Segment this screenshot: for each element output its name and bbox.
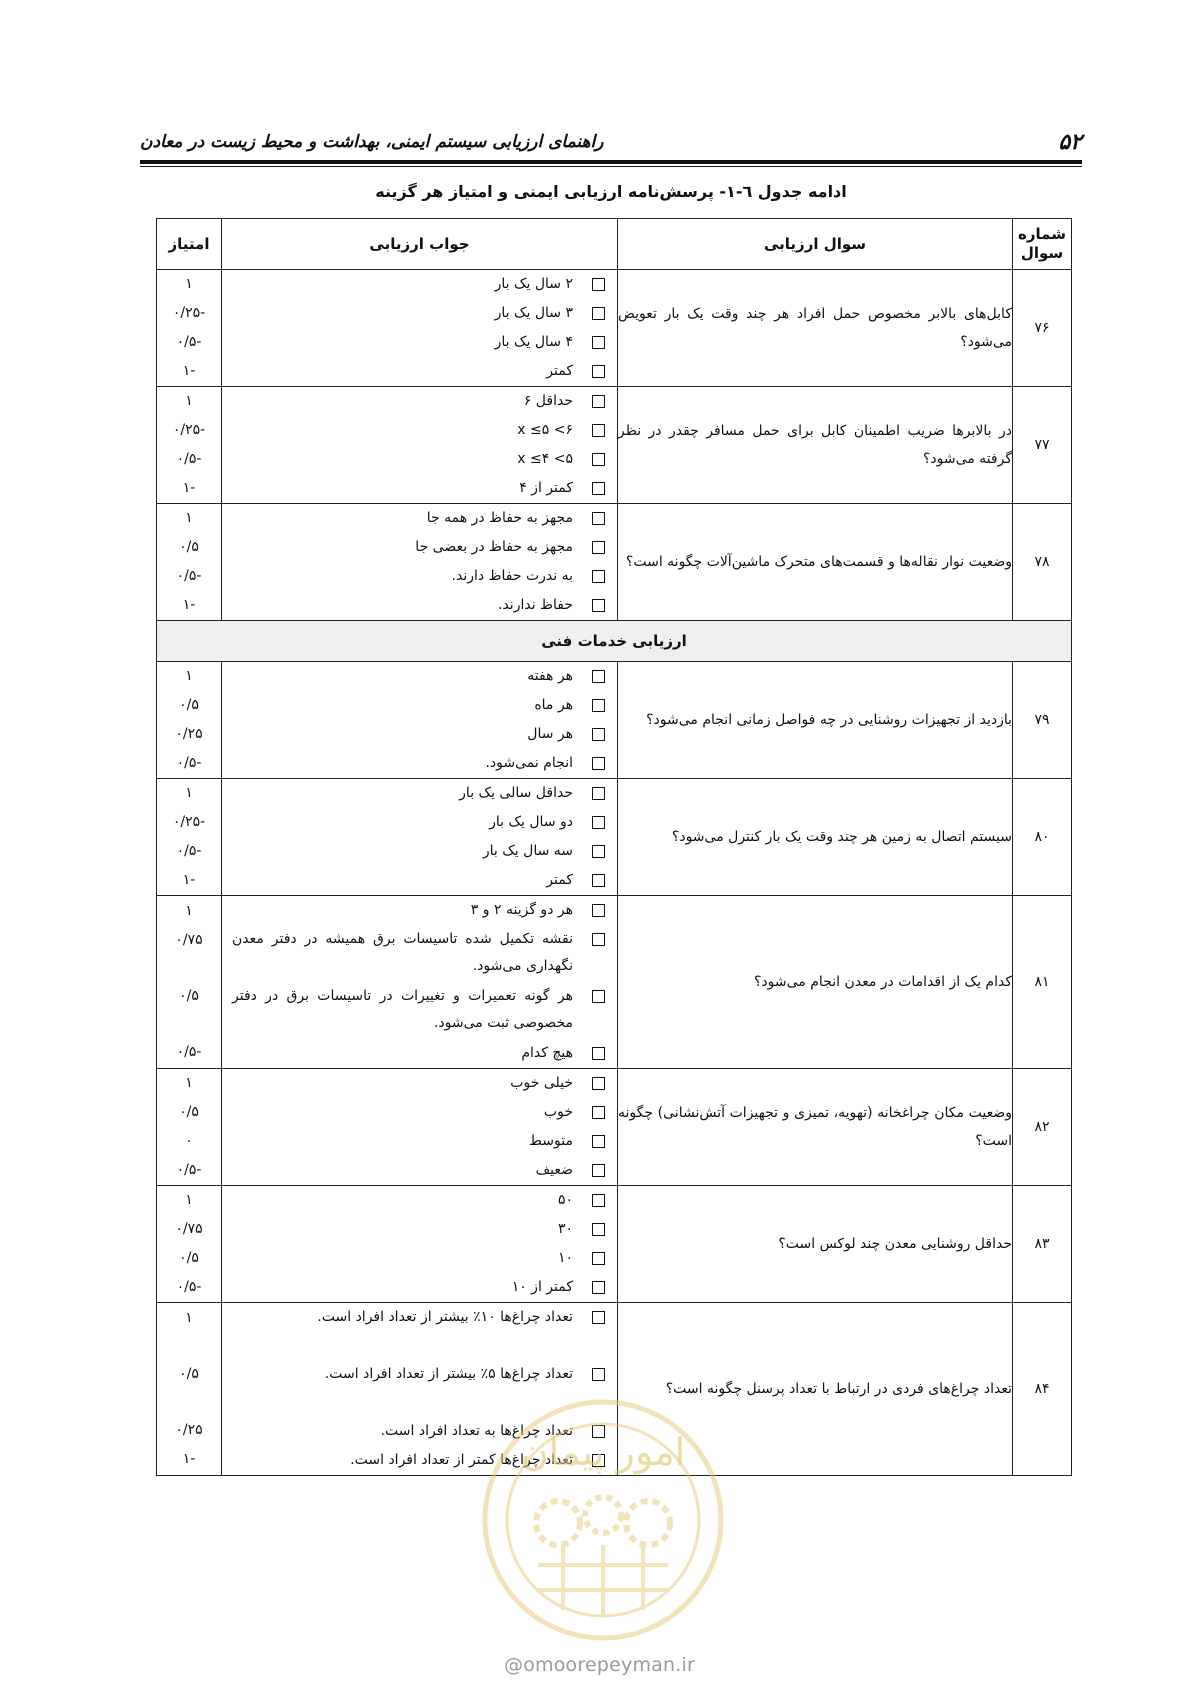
question-number: ۷۸ — [1013, 504, 1072, 621]
answer-option[interactable] — [222, 1069, 617, 1098]
answer-option-label: هر گونه تعمیرات و تغییرات در تاسیسات برق در دفتر مخصوصی ثبت می‌شود. — [232, 988, 573, 1031]
answer-option-label: ۴ سال یک بار — [494, 334, 573, 350]
score-value: ۰/۵- — [176, 1044, 202, 1060]
section-title: ارزیابی خدمات فنی — [157, 621, 1072, 662]
answer-option[interactable] — [222, 1215, 617, 1244]
checkbox-icon[interactable] — [592, 933, 605, 946]
score-values — [157, 1303, 222, 1476]
score-values — [157, 1186, 222, 1303]
checkbox-icon[interactable] — [592, 904, 605, 917]
checkbox-icon[interactable] — [592, 787, 605, 800]
answer-option[interactable] — [222, 808, 617, 837]
table-header-row — [157, 219, 1072, 270]
header-rule — [140, 160, 1082, 164]
answer-option-label: ۱۰ — [557, 1250, 573, 1266]
answer-option-label: ۵۰ — [557, 1192, 573, 1208]
answer-option-label: تعداد چراغ‌ها ۱۰٪ بیشتر از تعداد افراد است. — [317, 1309, 573, 1325]
score-value: ۰/۵ — [179, 1104, 199, 1120]
score-value: ۰/۷۵ — [175, 1221, 203, 1237]
score-value: ۰/۵- — [176, 1162, 202, 1178]
score-values — [157, 896, 222, 1069]
checkbox-icon[interactable] — [592, 728, 605, 741]
answer-option-label: حداقل ۶ — [523, 393, 573, 409]
checkbox-icon[interactable] — [592, 512, 605, 525]
score-value: ۰/۲۵ — [175, 726, 203, 742]
score-value: ۰/۵- — [176, 843, 202, 859]
answer-option[interactable] — [222, 1039, 617, 1068]
answer-option[interactable] — [222, 1156, 617, 1185]
answer-options — [222, 270, 618, 387]
score-value: ۱ — [185, 903, 193, 919]
answer-option[interactable] — [222, 982, 617, 1039]
answer-options — [222, 1186, 618, 1303]
answer-option[interactable] — [222, 533, 617, 562]
question-row — [157, 779, 1072, 896]
checkbox-icon[interactable] — [592, 1194, 605, 1207]
answer-option[interactable] — [222, 896, 617, 925]
answer-option[interactable] — [222, 474, 617, 503]
answer-option-label: هر هفته — [527, 668, 573, 684]
answer-option-label: مجهز به حفاظ در همه جا — [426, 510, 573, 526]
checkbox-icon[interactable] — [592, 599, 605, 612]
watermark-site-text: @omoorepeyman.ir — [504, 1654, 695, 1676]
score-value: ۰/۵- — [176, 451, 202, 467]
answer-option[interactable] — [222, 591, 617, 620]
score-value: ۱- — [182, 480, 196, 496]
answer-option-label: کمتر از ۴ — [519, 480, 573, 496]
answer-option-label: ۳۰ — [557, 1221, 573, 1237]
question-text: وضعیت نوار نقاله‌ها و قسمت‌های متحرک ماشین‌آلات چگونه است؟ — [618, 504, 1013, 621]
answer-options — [222, 896, 618, 1069]
answer-option-label: انجام نمی‌شود. — [485, 755, 573, 771]
answer-option[interactable] — [222, 504, 617, 533]
answer-option-label: حفاظ ندارند. — [498, 597, 573, 613]
score-value: ۱ — [185, 1310, 193, 1326]
checkbox-icon[interactable] — [592, 990, 605, 1003]
checkbox-icon[interactable] — [592, 1223, 605, 1236]
answer-option-label: ۲ سال یک بار — [494, 276, 573, 292]
answer-option[interactable] — [222, 662, 617, 691]
question-number: ۷۹ — [1013, 662, 1072, 779]
answer-option-label: ۶> x ≤۵ — [517, 422, 573, 438]
score-value: ۱ — [185, 1075, 193, 1091]
score-values — [157, 662, 222, 779]
answer-option[interactable] — [222, 1186, 617, 1215]
score-value: ۰/۲۵- — [172, 814, 206, 830]
score-value: ۱- — [182, 872, 196, 888]
answer-option[interactable] — [222, 328, 617, 357]
answer-option-label: کمتر — [546, 363, 573, 379]
score-value: ۰/۵- — [176, 334, 202, 350]
answer-option-label: خوب — [543, 1104, 573, 1120]
checkbox-icon[interactable] — [592, 699, 605, 712]
question-text: در بالابرها ضریب اطمینان کابل برای حمل مسافر چقدر در نظر گرفته می‌شود؟ — [618, 387, 1013, 504]
score-value: ۱- — [182, 363, 196, 379]
question-row — [157, 1186, 1072, 1303]
answer-options — [222, 662, 618, 779]
answer-option-label: کمتر از ۱۰ — [511, 1279, 573, 1295]
column-header-score: امتیاز — [157, 219, 222, 270]
answer-option-label: مجهز به حفاظ در بعضی جا — [415, 539, 573, 555]
answer-option-label: تعداد چراغ‌ها کمتر از تعداد افراد است. — [350, 1452, 573, 1468]
checkbox-icon[interactable] — [592, 307, 605, 320]
checkbox-icon[interactable] — [592, 278, 605, 291]
answer-options — [222, 1069, 618, 1186]
running-title: راهنمای ارزیابی سیستم ایمنی، بهداشت و محیط زیست در معادن — [140, 132, 604, 152]
score-value: ۰/۵- — [176, 568, 202, 584]
checkbox-icon[interactable] — [592, 1164, 605, 1177]
question-text: کدام یک از اقدامات در معدن انجام می‌شود؟ — [618, 896, 1013, 1069]
score-values — [157, 387, 222, 504]
answer-option[interactable] — [222, 270, 617, 299]
answer-option-label: ۳ سال یک بار — [494, 305, 573, 321]
score-value: ۰/۲۵- — [172, 422, 206, 438]
score-value: ۰/۲۵ — [175, 1422, 203, 1438]
score-value: ۰/۵- — [176, 1279, 202, 1295]
answer-option-label: هر ماه — [534, 697, 573, 713]
score-value: ۱ — [185, 785, 193, 801]
question-number: ۷۷ — [1013, 387, 1072, 504]
answer-option[interactable] — [222, 749, 617, 778]
answer-options — [222, 504, 618, 621]
checkbox-icon[interactable] — [592, 1047, 605, 1060]
answer-option[interactable] — [222, 720, 617, 749]
checkbox-icon[interactable] — [592, 874, 605, 887]
answer-option-label: نقشه تکمیل شده تاسیسات برق همیشه در دفتر معدن نگهداری می‌شود. — [232, 931, 573, 974]
score-value: ۱ — [185, 1192, 193, 1208]
score-value: ۰/۵ — [179, 539, 199, 555]
column-header-number — [1013, 219, 1072, 270]
question-number: ۸۱ — [1013, 896, 1072, 1069]
watermark-logo — [478, 1395, 728, 1645]
column-header-answer: جواب ارزیابی — [222, 219, 618, 270]
question-text: بازدید از تجهیزات روشنایی در چه فواصل زمانی انجام می‌شود؟ — [618, 662, 1013, 779]
checkbox-icon[interactable] — [592, 1106, 605, 1119]
questionnaire-table — [156, 218, 1072, 1476]
answer-option[interactable] — [222, 837, 617, 866]
watermark-logo-text: امور پیمان — [520, 1430, 686, 1474]
answer-option-label: تعداد چراغ‌ها به تعداد افراد است. — [380, 1423, 573, 1439]
answer-option[interactable] — [222, 779, 617, 808]
question-number: ۸۴ — [1013, 1303, 1072, 1476]
score-value: ۰/۲۵- — [172, 305, 206, 321]
score-value: ۰/۵ — [179, 697, 199, 713]
score-value: ۱ — [185, 510, 193, 526]
answer-option-label: سه سال یک بار — [482, 843, 573, 859]
question-row — [157, 662, 1072, 779]
question-text: تعداد چراغ‌های فردی در ارتباط با تعداد پرسنل چگونه است؟ — [618, 1303, 1013, 1476]
answer-option-label: هر دو گزینه ۲ و ۳ — [470, 902, 573, 918]
score-value: ۱ — [185, 393, 193, 409]
question-row — [157, 504, 1072, 621]
question-row — [157, 387, 1072, 504]
answer-option[interactable] — [222, 357, 617, 386]
score-value: ۰/۵ — [179, 1366, 199, 1382]
answer-option-label: ضعیف — [535, 1162, 573, 1178]
checkbox-icon[interactable] — [592, 845, 605, 858]
answer-option[interactable] — [222, 691, 617, 720]
score-value: ۰/۵ — [179, 1250, 199, 1266]
checkbox-icon[interactable] — [592, 1077, 605, 1090]
score-value: ۰/۷۵ — [175, 932, 203, 948]
answer-option[interactable] — [222, 866, 617, 895]
answer-option-label: دو سال یک بار — [489, 814, 573, 830]
answer-option[interactable] — [222, 1273, 617, 1302]
question-row — [157, 896, 1072, 1069]
score-value: ۱ — [185, 668, 193, 684]
checkbox-icon[interactable] — [592, 1135, 605, 1148]
page-number: ۵۲ — [1058, 130, 1082, 155]
answer-option[interactable] — [222, 299, 617, 328]
header-rule-thin — [140, 166, 1082, 167]
question-number: ۸۲ — [1013, 1069, 1072, 1186]
checkbox-icon[interactable] — [592, 670, 605, 683]
answer-option[interactable] — [222, 925, 617, 982]
score-value: ۱- — [182, 1451, 196, 1467]
question-row — [157, 1069, 1072, 1186]
question-number: ۷۶ — [1013, 270, 1072, 387]
checkbox-icon[interactable] — [592, 453, 605, 466]
score-value: ۰/۵ — [179, 988, 199, 1004]
checkbox-icon[interactable] — [592, 541, 605, 554]
checkbox-icon[interactable] — [592, 757, 605, 770]
answer-option-label: به ندرت حفاظ دارند. — [451, 568, 573, 584]
answer-option-label: هیچ کدام — [521, 1045, 573, 1061]
answer-options — [222, 387, 618, 504]
answer-option[interactable] — [222, 562, 617, 591]
answer-option[interactable] — [222, 1127, 617, 1156]
answer-option-label: حداقل سالی یک بار — [459, 785, 573, 801]
checkbox-icon[interactable] — [592, 1281, 605, 1294]
answer-option-label: متوسط — [529, 1133, 573, 1149]
answer-option-label: خیلی خوب — [510, 1075, 573, 1091]
answer-option[interactable] — [222, 1303, 617, 1360]
answer-option-label: ۵> x ≤۴ — [517, 451, 573, 467]
answer-option[interactable] — [222, 1098, 617, 1127]
checkbox-icon[interactable] — [592, 816, 605, 829]
question-text: کابل‌های بالابر مخصوص حمل افراد هر چند وقت یک بار تعویض می‌شود؟ — [618, 270, 1013, 387]
score-values — [157, 504, 222, 621]
question-text: سیستم اتصال به زمین هر چند وقت یک بار کنترل می‌شود؟ — [618, 779, 1013, 896]
question-row — [157, 270, 1072, 387]
answer-option-label: تعداد چراغ‌ها ۵٪ بیشتر از تعداد افراد است. — [324, 1366, 573, 1382]
table-caption: ادامه جدول ٦-۱- پرسش‌نامه ارزیابی ایمنی و امتیاز هر گزینه — [375, 182, 847, 201]
checkbox-icon[interactable] — [592, 336, 605, 349]
answer-option[interactable] — [222, 1244, 617, 1273]
section-row — [157, 621, 1072, 662]
score-value: ۱- — [182, 597, 196, 613]
score-value: ۱ — [185, 276, 193, 292]
answer-option[interactable] — [222, 387, 617, 416]
question-text: وضعیت مکان چراغخانه (تهویه، تمیزی و تجهیزات آتش‌نشانی) چگونه است؟ — [618, 1069, 1013, 1186]
checkbox-icon[interactable] — [592, 395, 605, 408]
score-values — [157, 270, 222, 387]
checkbox-icon[interactable] — [592, 1311, 605, 1324]
answer-option-label: هر سال — [527, 726, 573, 742]
score-values — [157, 1069, 222, 1186]
score-value: ۰/۵- — [176, 755, 202, 771]
column-header-number-line1: شماره — [1018, 225, 1066, 243]
answer-options — [222, 779, 618, 896]
answer-option-label: کمتر — [546, 872, 573, 888]
column-header-number-line2: سوال — [1020, 244, 1064, 262]
answer-option[interactable] — [222, 445, 617, 474]
answer-option[interactable] — [222, 416, 617, 445]
checkbox-icon[interactable] — [592, 570, 605, 583]
column-header-question: سوال ارزیابی — [618, 219, 1013, 270]
score-value: ۰ — [185, 1133, 193, 1149]
page-header — [140, 124, 1082, 164]
checkbox-icon[interactable] — [592, 482, 605, 495]
checkbox-icon[interactable] — [592, 1252, 605, 1265]
question-number: ۸۰ — [1013, 779, 1072, 896]
score-values — [157, 779, 222, 896]
question-number: ۸۳ — [1013, 1186, 1072, 1303]
checkbox-icon[interactable] — [592, 365, 605, 378]
checkbox-icon[interactable] — [592, 424, 605, 437]
question-text: حداقل روشنایی معدن چند لوکس است؟ — [618, 1186, 1013, 1303]
checkbox-icon[interactable] — [592, 1368, 605, 1381]
